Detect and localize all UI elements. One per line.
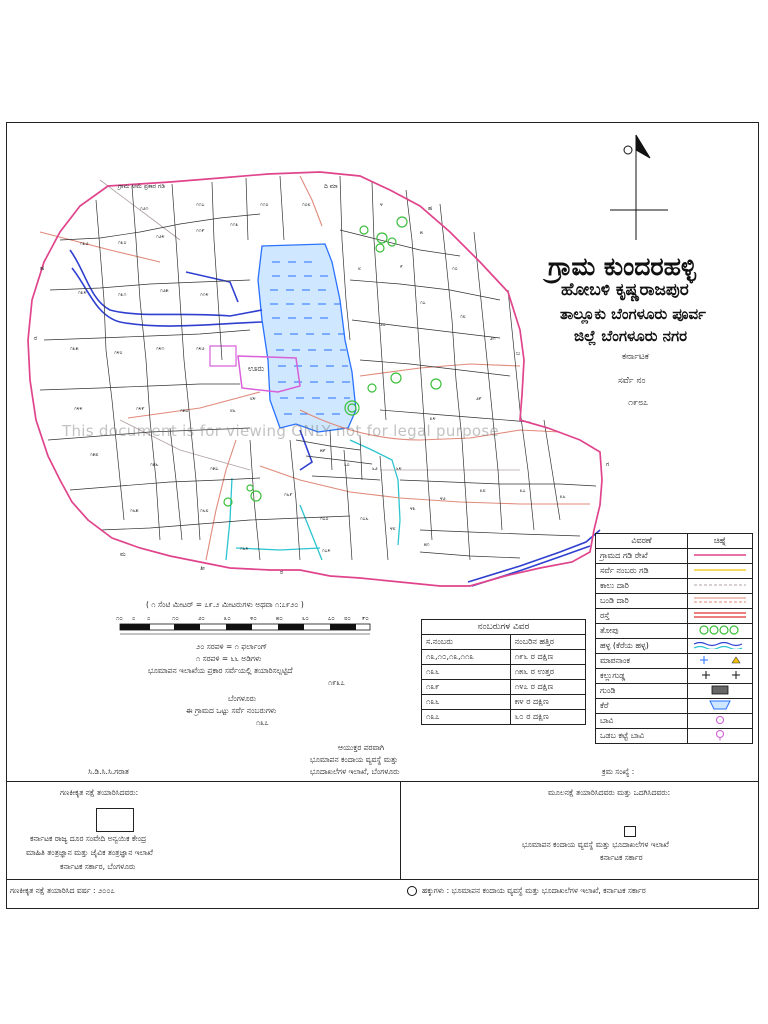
legend-row [596,654,753,669]
svg-text:೯: ೯ [400,264,403,270]
svg-text:೧೪೯: ೧೪೯ [136,406,145,412]
svg-text:೧೭೪: ೧೭೪ [322,548,331,554]
footer-divider-vertical [400,781,401,879]
svg-text:೩೪: ೩೪ [430,416,436,422]
table-cell: ೧೩೯ [422,680,511,695]
signature-center-3: ಭೂದಾಖಲೆಗಳ ಇಲಾಖೆ, ಬೆಂಗಳೂರು [310,767,400,776]
svg-text:೧೩೨: ೧೩೨ [80,241,89,247]
table-cell: ೧೩೬ [422,695,511,710]
legend-label: ಬಾವಿ [596,714,688,729]
numbers-col-header: ನಂಬರಿನ ಹತ್ತಿರ [510,635,585,650]
svg-text:೧೧೯: ೧೧೯ [196,228,205,234]
district-title: ಜಿಲ್ಲೆ ಬೆಂಗಳೂರು ನಗರ [574,327,688,345]
scale-tick-label: ೦ [132,615,136,622]
legend-label: ಕಲ್ಲುಗುಡ್ಡ [596,669,688,684]
scale-line-3: ಭೂಮಾಪನ ಇಲಾಖೆಯ ಪ್ರಕಾರ ಸರ್ವೆಯಲ್ಲಿ ತಯಾರಿಸಲ್ಪಟ್ಟಿದೆ [148,666,293,675]
svg-text:೧೭೦: ೧೭೦ [320,516,329,522]
numbers-col-header: ಸ.ನಂಬರು [422,635,511,650]
svg-text:೨೯: ೨೯ [476,396,482,402]
scale-tick-label: ೩೦ [224,615,231,622]
table-row [422,710,586,725]
total-survey-label: ಈ ಗ್ರಾಮದ ಒಟ್ಟು ಸರ್ವೆ ನಂಬರುಗಳು [186,706,277,715]
survey-label: ಸರ್ವೆ ನಂ [618,376,646,386]
legend-label: ರಸ್ತೆ [596,609,688,624]
left-logo-box [96,808,134,832]
copyright-icon [406,885,418,897]
svg-text:೧೬೫: ೧೬೫ [130,508,139,514]
table-cell: ೧೩೬ [422,665,511,680]
table-row [422,650,586,665]
legend-label: ತೋಪು [596,624,688,639]
legend-symbol [688,684,753,699]
watermark: This document is for viewing ONLY not for legal purpose [62,422,500,440]
total-survey-value: ೧೩೭ [256,718,269,727]
scale-bar [112,612,374,640]
numbers-table-title: ನಂಬರುಗಳ ವಿವರ [422,620,586,635]
legend-row [596,714,753,729]
svg-text:೧೧೪: ೧೧೪ [200,292,209,298]
svg-text:೪೩: ೪೩ [410,506,416,512]
table-cell: ೧೫೬ ರ ಉತ್ತರ [510,665,585,680]
village-title: ಗ್ರಾಮ ಕುಂದರಹಳ್ಳಿ [548,252,697,281]
legend-row [596,669,753,684]
svg-text:೧೭೬: ೧೭೬ [360,516,369,522]
legend-row [596,684,753,699]
svg-text:೬೨: ೬೨ [372,466,378,472]
legend-row [596,699,753,714]
table-row [422,695,586,710]
svg-text:ತೀ: ತೀ [200,565,205,572]
legend-symbol [688,729,753,744]
svg-text:೧೮: ೧೮ [460,314,466,320]
svg-text:ಗ್ರಾಮ ಸೀಮೆ ಪ್ರಕಾರ ಗಡಿ: ಗ್ರಾಮ ಸೀಮೆ ಪ್ರಕಾರ ಗಡಿ [118,183,166,190]
legend-symbol [688,609,753,624]
legend-label: ಒಡಬ ಕಟ್ಟೆ ಬಾವಿ [596,729,688,744]
svg-text:೧೩೪: ೧೩೪ [78,290,87,296]
svg-text:ಬ: ಬ [516,350,521,357]
svg-text:೧೫೮: ೧೫೮ [90,452,99,458]
rights-line: ಹಕ್ಕುಗಳು : ಭೂಮಾಪನ ಕಂದಾಯ ವ್ಯವಸ್ಥೆ ಮತ್ತು ಭೂದಾಖಲೆಗಳ ಇಲಾಖೆ, ಕರ್ನಾಟಕ ಸರ್ಕಾರ [422,886,646,895]
svg-text:೧೫೭: ೧೫೭ [210,466,219,472]
right-logo-box [624,826,636,837]
numbers-table [421,619,586,725]
scale-tick-label: ೦ [147,615,151,622]
scale-tick-label: ೧೦ [172,615,179,622]
hobli-title: ಹೋಬಳಿ ಕೃಷ್ಣರಾಜಪುರ [561,280,689,300]
svg-text:೧೬೯: ೧೬೯ [284,492,293,498]
legend-label: ಸರ್ವೆ ನಂಬರು ಗಡಿ [596,564,688,579]
legend-symbol [688,579,753,594]
svg-text:ರ: ರ [280,569,284,576]
legend-label: ಗ್ರಾಮದ ಗಡಿ ರೇಖೆ [596,549,688,564]
svg-text:೧೧೩: ೧೧೩ [230,222,239,228]
table-cell: ೬೦ ರ ದಕ್ಷಿಣ [510,710,585,725]
table-cell: ೧೩೭ [422,710,511,725]
svg-text:೨೧: ೨೧ [490,336,496,342]
svg-text:೧೨೧: ೧೨೧ [140,206,149,212]
state-label: ಕರ್ನಾಟಕ [622,352,649,362]
legend-row [596,579,753,594]
table-cell: ೫೪ ರ ದಕ್ಷಿಣ [510,695,585,710]
map-number: ೧೯೮೭ [628,398,649,408]
svg-text:೧೪೧: ೧೪೧ [156,346,165,352]
legend-symbol [688,654,753,669]
footer-right-heading: ಮೂಲನಕ್ಷೆ ತಯಾರಿಸಿದವರು ಮತ್ತು ಒದಗಿಸಿದವರು: [548,788,671,797]
footer-left-org-1: ಕರ್ನಾಟಕ ರಾಜ್ಯ ದೂರ ಸಂವೇದಿ ಅನ್ವಯಿಕ ಕೇಂದ್ರ [30,834,147,843]
footer-divider-top [6,781,759,782]
svg-text:೬೪: ೬೪ [396,466,402,472]
legend-label: ಗುಂಡಿ [596,684,688,699]
digitized-year: ಗಣಕೀಕೃತ ನಕ್ಷೆ ತಯಾರಿಸಿದ ವರ್ಷ : ೨೦೦೭ [10,886,115,895]
legend-row [596,609,753,624]
signature-center-1: ಆಯುಕ್ತರ ಪರವಾಗಿ [338,743,385,752]
legend-header-symbol: ಚಿಹ್ನೆ [688,534,753,549]
scale-tick-label: ೬೦ [302,615,309,622]
legend-panel [595,533,753,744]
svg-text:೪೨: ೪೨ [440,496,446,502]
legend-symbol [688,714,753,729]
scale-year: ೧೯೩೭ [328,678,345,687]
svg-text:ದಿ ಮಾ: ದಿ ಮಾ [324,183,338,190]
svg-text:ಹ: ಹ [40,265,45,272]
svg-text:೧೨೫: ೧೨೫ [160,288,169,294]
svg-text:೨೦: ೨೦ [380,322,386,328]
svg-text:೧೧೭: ೧೧೭ [196,202,205,208]
legend-label: ಹಳ್ಳ (ಕೆರೆಯ ಹಳ್ಳ) [596,639,688,654]
svg-text:೧೪೨: ೧೪೨ [196,346,205,352]
scale-caption: ( ೧ ಸೆಂಟಿ ಮೀಟರ್ = ೭೯.೨ ಮೀಟರುಗಳು ಅಥವಾ ೧:೭೯೨೦ ) [146,600,304,609]
table-cell: ೧೩,೧೦,೧೩,೧೧೩ [422,650,511,665]
svg-text:೧೬೮: ೧೬೮ [200,508,209,514]
legend-row [596,564,753,579]
legend-row [596,639,753,654]
svg-text:೧೩೧: ೧೩೧ [118,292,127,298]
svg-text:೧೩೦: ೧೩೦ [118,240,127,246]
svg-text:೪: ೪ [380,202,383,208]
svg-text:೧೦೮: ೧೦೮ [302,202,311,208]
table-row [422,680,586,695]
scale-tick-label: ೪೦ [250,615,257,622]
legend-row [596,729,753,744]
bangalore-place: ಬೆಂಗಳೂರು [228,694,257,703]
signature-center-2: ಭೂಮಾಪನ ಕಂದಾಯ ವ್ಯವಸ್ಥೆ ಮತ್ತು [310,755,398,764]
svg-text:೩೬: ೩೬ [560,494,566,500]
legend-label: ಮಾಪನಾಂಕ [596,654,688,669]
svg-text:ಹ: ಹ [428,205,433,212]
footer-right-org-1: ಭೂಮಾಪನ ಕಂದಾಯ ವ್ಯವಸ್ಥೆ ಮತ್ತು ಭೂದಾಖಲೆಗಳ ಇಲಾಖೆ [522,840,669,849]
svg-text:೧೭: ೧೭ [420,300,426,306]
scale-line-2: ೧ ಸರಪಳಿ = ೬೬ ಅಡಿಗಳು [196,654,262,663]
legend-row [596,624,753,639]
svg-text:೧೫೬: ೧೫೬ [150,462,159,468]
svg-text:೧೪೪: ೧೪೪ [74,406,83,412]
svg-text:೩೭: ೩೭ [520,488,526,494]
footer-divider-bottom [6,879,759,880]
scale-tick-label: ೫೦ [276,615,283,622]
svg-text:೧೫೦: ೧೫೦ [180,408,189,414]
scale-tick-label: ೮೦ [344,615,351,622]
scale-tick-label: ೯೦ [362,615,369,622]
svg-text:೫೧: ೫೧ [424,542,430,548]
footer-left-org-3: ಕರ್ನಾಟಕ ಸರ್ಕಾರ, ಬೆಂಗಳೂರು [60,862,136,871]
signature-left: ಸಿ.ಡಿ.ಸಿ.ಸಿ.ಗರಾತ [88,767,129,776]
legend-label: ಬಂಡಿ ದಾರಿ [596,594,688,609]
legend-symbol [688,564,753,579]
scale-line-1: ೨೦ ಸರಪಳಿ = ೧ ಫರ್ಲಾಂಗ್ [196,642,268,651]
svg-text:ಗ: ಗ [606,461,610,468]
svg-text:೧೦: ೧೦ [452,266,458,272]
legend-symbol [688,669,753,684]
legend-row [596,594,753,609]
village-site-label: ಊರು [248,364,265,373]
svg-text:೫೯: ೫೯ [320,448,326,454]
table-row [422,665,586,680]
legend-header-description: ವಿವರಣೆ [596,534,688,549]
taluk-title: ತಾಲ್ಲೂಕು ಬೆಂಗಳೂರು ಪೂರ್ವ [560,305,706,323]
table-cell: ೧೯೬ ರ ದಕ್ಷಿಣ [510,650,585,665]
footer-left-heading: ಗಣಕೀಕೃತ ನಕ್ಷೆ ತಯಾರಿಸಿದವರು: [60,788,139,797]
legend-symbol [688,639,753,654]
svg-text:೧೬೪: ೧೬೪ [240,546,249,552]
svg-text:೬೦: ೬೦ [344,462,350,468]
footer-right-org-2: ಕರ್ನಾಟಕ ಸರ್ಕಾರ [600,853,643,862]
legend-label: ಕೆರೆ [596,699,688,714]
table-cell: ೧೪೭ ರ ದಕ್ಷಿಣ [510,680,585,695]
legend-row [596,549,753,564]
legend-symbol [688,624,753,639]
legend-symbol [688,549,753,564]
legend-symbol [688,699,753,714]
footer-left-org-2: ಮಾಹಿತಿ ತಂತ್ರಜ್ಞಾನ ಮತ್ತು ಜೈವಿಕ ತಂತ್ರಜ್ಞಾನ ಇಲಾಖೆ [26,848,153,857]
serial-number-label: ಕ್ರಮ ಸಂಖ್ಯೆ : [602,767,635,776]
scale-tick-label: ೭೦ [328,615,335,622]
svg-text:೫: ೫ [420,230,423,236]
svg-text:೩೮: ೩೮ [480,488,486,494]
scale-tick-label: ೨೦ [198,615,205,622]
svg-text:೧೩೫: ೧೩೫ [70,346,79,352]
legend-symbol [688,594,753,609]
svg-text:೧೪೦: ೧೪೦ [114,350,123,356]
svg-text:೧೨೪: ೧೨೪ [156,234,165,240]
legend-label: ಕಾಲು ದಾರಿ [596,579,688,594]
svg-text:ಮ: ಮ [120,551,126,558]
svg-text:೧೧೦: ೧೧೦ [260,202,269,208]
svg-text:ರ: ರ [34,335,38,342]
scale-tick-label: ೧೦ [116,615,123,622]
svg-text:೮: ೮ [358,266,361,272]
svg-text:೮೪: ೮೪ [250,396,256,402]
svg-text:೪೮: ೪೮ [390,526,396,532]
svg-text:೮೬: ೮೬ [230,408,236,414]
